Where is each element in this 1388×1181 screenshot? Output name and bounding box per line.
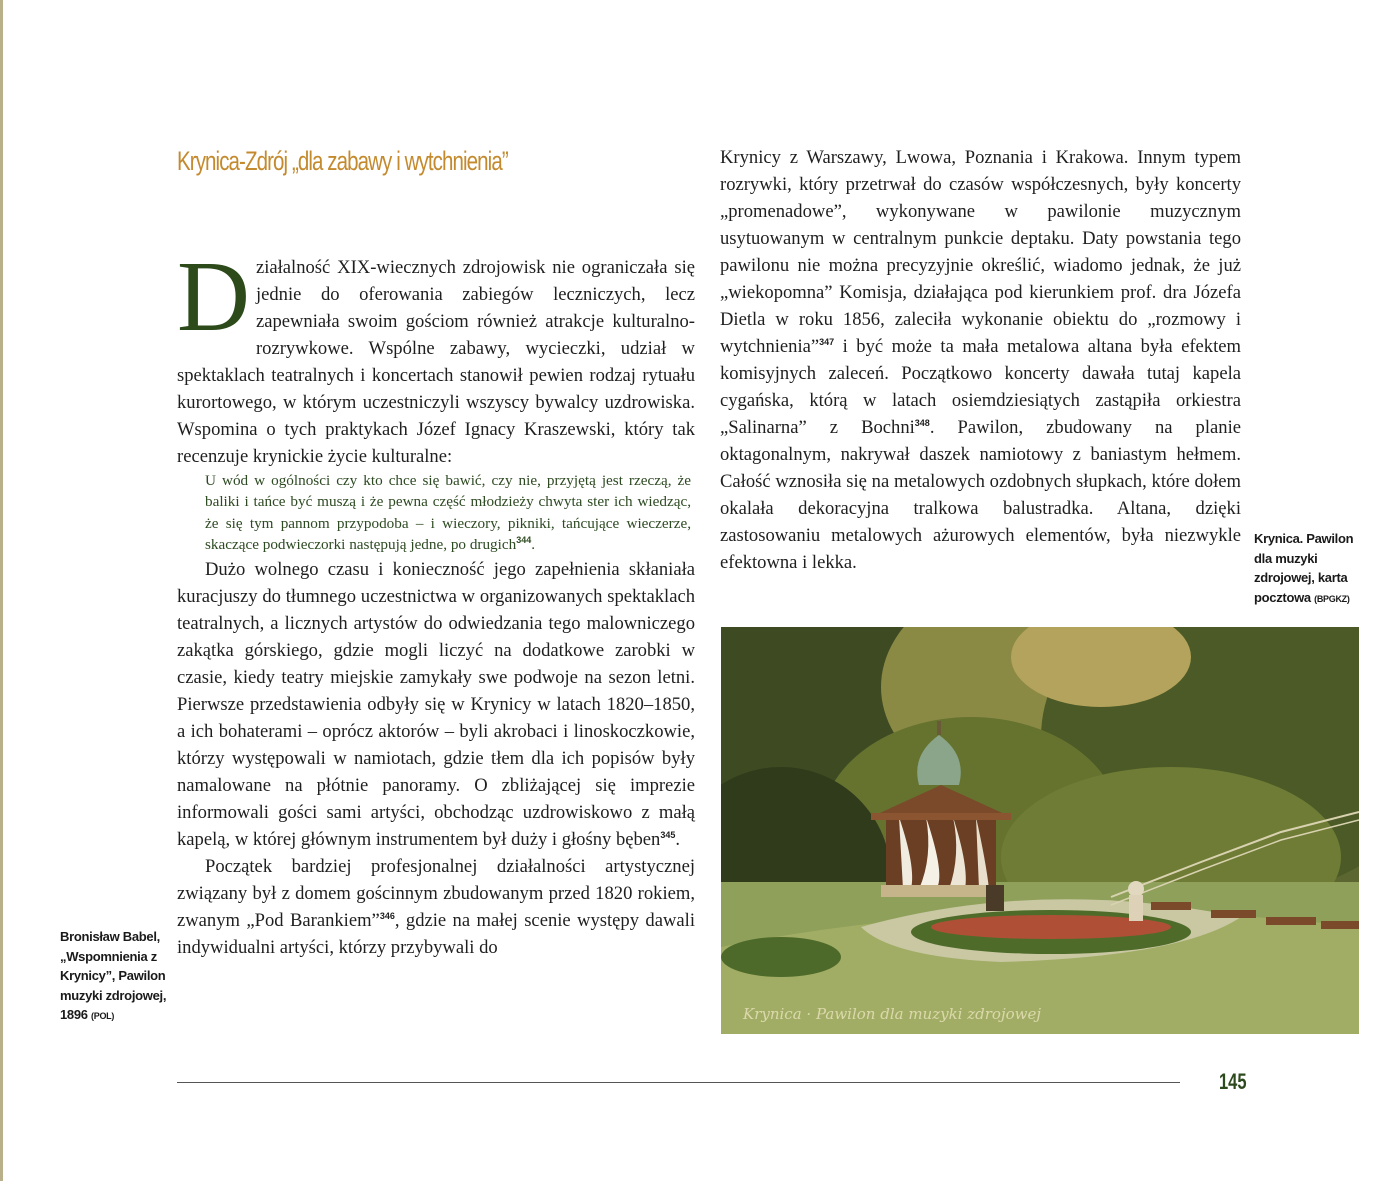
caption-postcard-source: (BPGKZ): [1314, 593, 1350, 604]
quote-text: U wód w ogólności czy kto chce się bawić, czy nie, przyjętą jest rzeczą, że baliki i tańce być muszą i że pewna część młodzieży chwyta ster ich wiedząc, że się tym pannom przypodoba – i wieczory, pikniki, tańcujące wieczerze, skaczące podwieczorki następują jedne, po drugich: [205, 472, 691, 554]
paragraph-2-end: .: [675, 828, 681, 850]
paragraph-4-part-1: Krynicy z Warszawy, Lwowa, Poznania i Krakowa. Innym typem rozrywki, który przetrwał do czasów współczesnych, były koncerty „promenadowe”, wykonywane w pawilonie muzycznym usytuowanym w centralnym punkcie deptaku. Daty powstania tego pawilonu nie można precyzyjnie określić, wiadomo jednak, że już „wiekopomna” Komisja, działająca pod kierunkiem prof. dra Józefa Dietla w roku 1856, zaleciła wykonanie obiektu do „rozmowy i wytchnienia”: [720, 147, 1241, 357]
right-text-column: [720, 144, 1241, 576]
quote-end: .: [531, 536, 536, 554]
kraszewski-quote: [205, 470, 695, 556]
caption-postcard: [1254, 529, 1364, 609]
caption-babel-source: (POL): [91, 1011, 115, 1021]
paragraph-4-part-2: i być może ta mała metalowa altana była efektem komisyjnych zaleceń. Początkowo koncerty dawała tutaj kapela cygańska, którą w latach osiemdziesiątych zastąpiła orkiestra „Salinarna” z Bochni: [720, 336, 1241, 438]
paragraph-3: [177, 853, 695, 961]
caption-postcard-text: Krynica. Pawilon dla muzyki zdrojowej, karta pocztowa: [1254, 531, 1354, 605]
paragraph-1: ziałalność XIX-wiecznych zdrojowisk nie ograniczała się jednie do oferowania zabiegów leczniczych, lecz zapewniała swoim gościom również atrakcje kulturalno-rozrywkowe. Wspólne zabawy, wycieczki, udział w spektaklach teatralnych i koncertach stanowił pewien rodzaj rytuału kurortowego, w którym uczestniczyli wszyscy bywalcy uzdrowiska. Wspomina o tych praktykach Józef Ignacy Kraszewski, który tak recenzuje krynickie życie kulturalne:: [177, 257, 695, 467]
paragraph-3-end: , gdzie na małej scenie występy dawali indywidualni artyści, którzy przybywali do: [177, 909, 695, 958]
footnote-ref-345: 345: [660, 829, 676, 840]
footer-rule: [177, 1082, 1180, 1083]
caption-babel-text: Bronisław Babel, „Wspomnienia z Krynicy”, Pawilon muzyki zdrojowej, 1896: [60, 929, 167, 1022]
section-heading: Krynica-Zdrój „dla zabawy i wytchnienia”: [177, 146, 508, 176]
left-text-column: [177, 240, 695, 961]
caption-babel: [60, 927, 170, 1027]
footnote-ref-346: 346: [379, 910, 395, 921]
pavilion-illustration: [721, 627, 1359, 1034]
footnote-ref-347: 347: [819, 336, 835, 347]
paragraph-2: [177, 556, 695, 853]
postcard-inscription: Krynica · Pawilon dla muzyki zdrojowej: [743, 1005, 1041, 1023]
paragraph-2-text: Dużo wolnego czasu i konieczność jego zapełnienia skłaniała kuracjuszy do tłumnego uczestnictwa w organizowanych spektaklach teatralnych, a licznych artystów do odwiedzania tego malowniczego zakątka górskiego, gdzie mogli liczyć na dodatkowe zarobki w czasie, kiedy teatry miejskie zamykały swe podwoje na sezon letni. Pierwsze przedstawienia odbyły się w Krynicy w latach 1820–1850, a ich bohaterami – oprócz aktorów – byli akrobaci i linoskoczkowie, którzy występowali w namiotach, gdzie tłem dla ich popisów były namalowane na płótnie panoramy. O zbliżającej się imprezie informowali gości sami artyści, obchodząc uzdrowiskowo z małą kapelą, w której głównym instrumentem był duży i głośny bęben: [177, 558, 695, 850]
paragraph-4: [720, 144, 1241, 576]
book-spine-edge: [0, 0, 3, 1181]
paragraph-3-text: Początek bardziej profesjonalnej działalności artystycznej związany był z domem gościnnym zbudowanym przed 1820 rokiem, zwanym „Pod Barankiem”: [177, 855, 695, 931]
paragraph-4-part-3: . Pawilon, zbudowany na planie oktagonalnym, nakrywał daszek namiotowy z baniastym hełmem. Całość wznosiła się na metalowych ozdobnych słupkach, które dołem okalała dekoracyjna tralkowa balustradka. Altana, dzięki zastosowaniu metalowych ażurowych elementów, była niezwykle efektowna i lekka.: [720, 417, 1241, 573]
postcard-photo: [721, 627, 1359, 1034]
footnote-ref-344: 344: [516, 535, 532, 546]
drop-cap: D: [177, 240, 250, 352]
page-number: 145: [1219, 1069, 1247, 1094]
footnote-ref-348: 348: [914, 417, 930, 428]
